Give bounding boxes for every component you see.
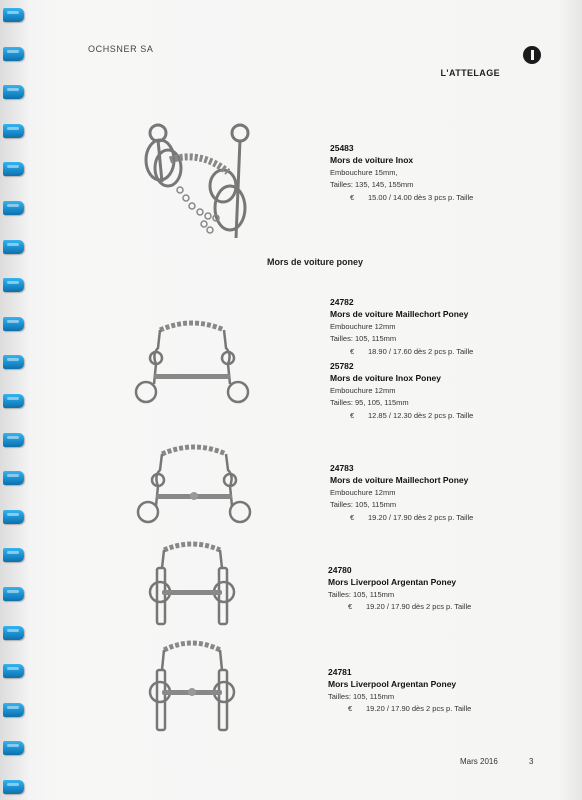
product-detail: Tailles: 105, 115mm <box>330 500 397 510</box>
bit-image-24780 <box>144 538 240 630</box>
product-24783 <box>330 462 473 524</box>
binding-ring <box>3 8 24 22</box>
binding-ring <box>3 510 24 524</box>
binding-ring <box>3 626 24 640</box>
price-value: 15.00 / 14.00 dès 3 pcs p. Taille <box>368 192 474 202</box>
binding-ring <box>3 741 24 755</box>
product-code: 25782 <box>330 361 354 371</box>
product-detail: Tailles: 105, 115mm <box>330 334 397 344</box>
product-code: 24783 <box>330 463 354 473</box>
product-24781 <box>328 666 471 716</box>
product-detail: Embouchure 12mm <box>330 487 396 497</box>
product-detail: Embouchure 15mm, <box>330 167 398 177</box>
currency-symbol: € <box>350 192 355 202</box>
spiral-binding <box>0 0 30 800</box>
product-detail: Tailles: 105, 115mm <box>328 589 395 599</box>
price-value: 19.20 / 17.90 dès 2 pcs p. Taille <box>366 704 472 714</box>
product-price <box>330 346 473 358</box>
binding-ring <box>3 587 24 601</box>
currency-symbol: € <box>348 704 353 714</box>
price-value: 19.20 / 17.90 dès 2 pcs p. Taille <box>366 602 472 612</box>
product-price <box>330 410 473 422</box>
product-price <box>328 601 471 613</box>
binding-ring <box>3 433 24 447</box>
binding-ring <box>3 780 24 794</box>
product-price <box>330 192 473 204</box>
product-24780 <box>328 564 471 614</box>
product-25483 <box>330 142 473 204</box>
bit-image-25483 <box>130 120 255 240</box>
product-name: Mors Liverpool Argentan Poney <box>328 679 457 690</box>
currency-symbol: € <box>350 346 355 356</box>
binding-ring <box>3 240 24 254</box>
binding-ring <box>3 394 24 408</box>
product-code: 24780 <box>328 565 352 575</box>
currency-symbol: € <box>350 512 355 522</box>
product-name: Mors de voiture Maillechort Poney <box>330 475 469 486</box>
product-code: 24781 <box>328 667 352 677</box>
binding-ring <box>3 703 24 717</box>
footer-date: Mars 2016 <box>460 757 498 766</box>
company-name: OCHSNER SA <box>88 44 154 54</box>
page-number: 3 <box>529 757 534 766</box>
product-25782 <box>330 360 473 422</box>
bit-image-24782 <box>132 314 252 409</box>
bit-image-24783 <box>136 440 252 530</box>
binding-ring <box>3 317 24 331</box>
currency-symbol: € <box>350 410 355 420</box>
product-name: Mors de voiture Maillechort Poney <box>330 309 469 320</box>
bit-image-24781 <box>144 636 240 736</box>
product-code: 25483 <box>330 143 354 153</box>
product-name: Mors de voiture Inox Poney <box>330 373 441 384</box>
section-title: L'ATTELAGE <box>440 68 500 78</box>
binding-ring <box>3 201 24 215</box>
binding-ring <box>3 162 24 176</box>
c-logo-icon <box>522 45 542 65</box>
binding-ring <box>3 124 24 138</box>
binding-ring <box>3 548 24 562</box>
section-subheading: Mors de voiture poney <box>267 257 364 267</box>
price-value: 18.90 / 17.60 dès 2 pcs p. Taille <box>368 346 474 356</box>
product-detail: Tailles: 105, 115mm <box>328 691 395 701</box>
binding-ring <box>3 355 24 369</box>
currency-symbol: € <box>348 602 353 612</box>
binding-ring <box>3 664 24 678</box>
product-detail: Tailles: 95, 105, 115mm <box>330 398 409 408</box>
product-detail: Embouchure 12mm <box>330 321 396 331</box>
binding-ring <box>3 278 24 292</box>
product-24782 <box>330 296 473 358</box>
price-value: 12.85 / 12.30 dès 2 pcs p. Taille <box>368 410 474 420</box>
product-detail: Embouchure 12mm <box>330 385 396 395</box>
product-name: Mors de voiture Inox <box>330 155 414 166</box>
binding-ring <box>3 47 24 61</box>
product-detail: Tailles: 135, 145, 155mm <box>330 180 414 190</box>
product-name: Mors Liverpool Argentan Poney <box>328 577 457 588</box>
binding-ring <box>3 85 24 99</box>
price-value: 19.20 / 17.90 dès 2 pcs p. Taille <box>368 512 474 522</box>
product-price <box>330 512 473 524</box>
product-code: 24782 <box>330 297 354 307</box>
binding-ring <box>3 471 24 485</box>
product-price <box>328 703 471 715</box>
